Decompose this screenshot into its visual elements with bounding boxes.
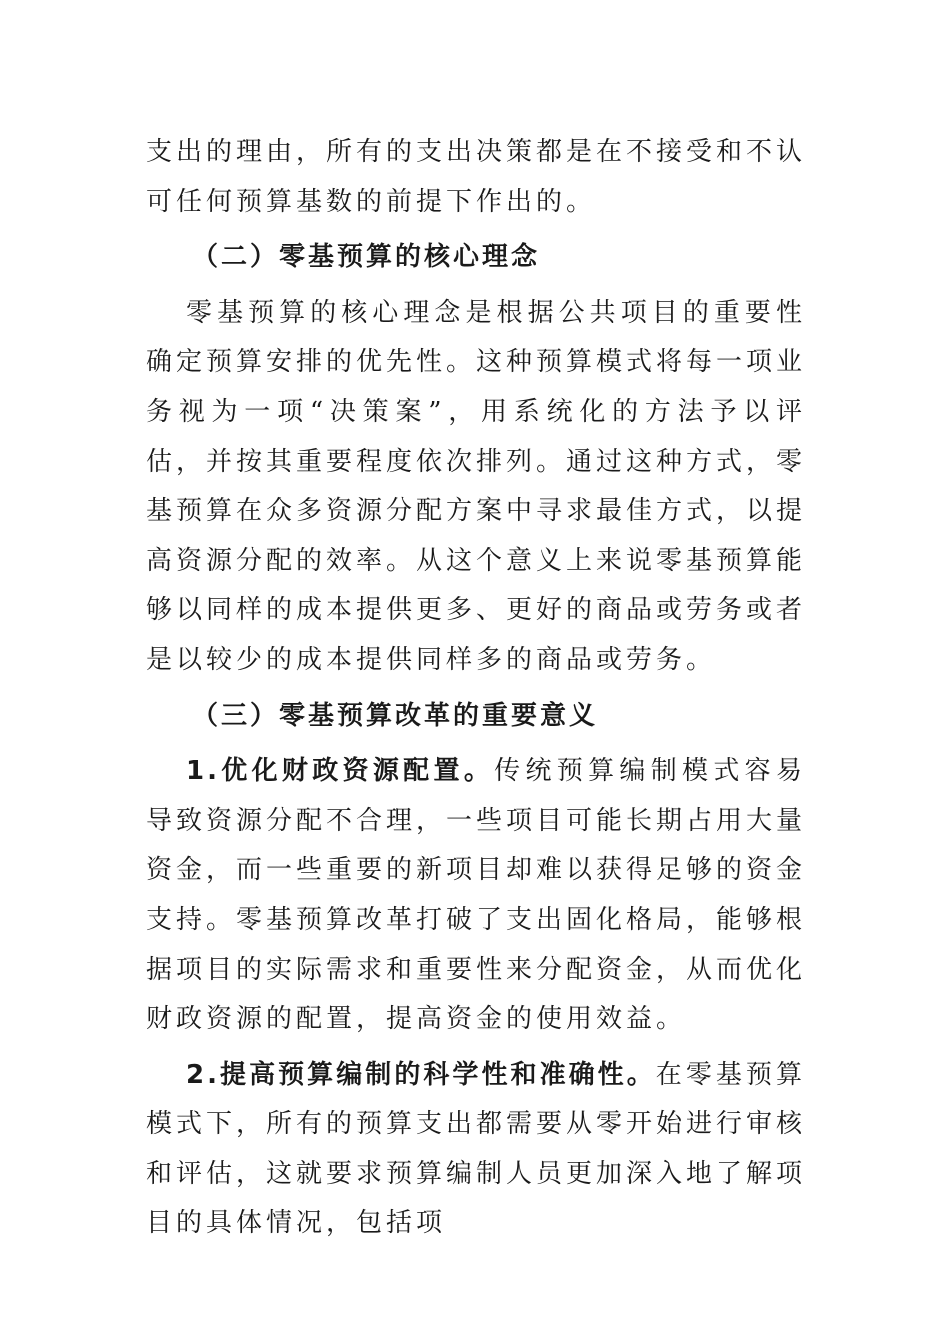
list-item-1-body: 传统预算编制模式容易导致资源分配不合理，一些项目可能长期占用大量资金，而一些重要的新项目却难以获得足够的资金支持。零基预算改革打破了支出固化格局，能够根据项目的实际需求和重要性来分配资金，从而优化财政资源的配置，提高资金的使用效益。 bbox=[146, 756, 807, 1035]
document-body bbox=[146, 128, 806, 1249]
list-item-2-lead: 2.提高预算编制的科学性和准确性。 bbox=[186, 1059, 656, 1090]
section-heading-3: （三）零基预算改革的重要意义 bbox=[192, 700, 599, 731]
paragraph-core-concept: 零基预算的核心理念是根据公共项目的重要性确定预算安排的优先性。这种预算模式将每一项业务视为一项“决策案”，用系统化的方法予以评估，并按其重要程度依次排列。通过这种方式，零基预算在众多资源分配方案中寻求最佳方式，以提高资源分配的效率。从这个意义上来说零基预算能够以同样的成本提供更多、更好的商品或劳务或者是以较少的成本提供同样多的商品或劳务。 bbox=[146, 297, 807, 675]
section-heading-2: （二）零基预算的核心理念 bbox=[192, 242, 541, 273]
list-item-1-lead: 1.优化财政资源配置。 bbox=[186, 756, 495, 787]
list-item-1 bbox=[146, 747, 806, 1045]
list-item-2-body: 在零基预算模式下，所有的预算支出都需要从零开始进行审核和评估，这就要求预算编制人员更加深入地了解项目的具体情况，包括项 bbox=[146, 1059, 807, 1239]
list-item-2 bbox=[146, 1051, 806, 1249]
paragraph-continuation: 支出的理由，所有的支出决策都是在不接受和不认可任何预算基数的前提下作出的。 bbox=[146, 137, 807, 217]
